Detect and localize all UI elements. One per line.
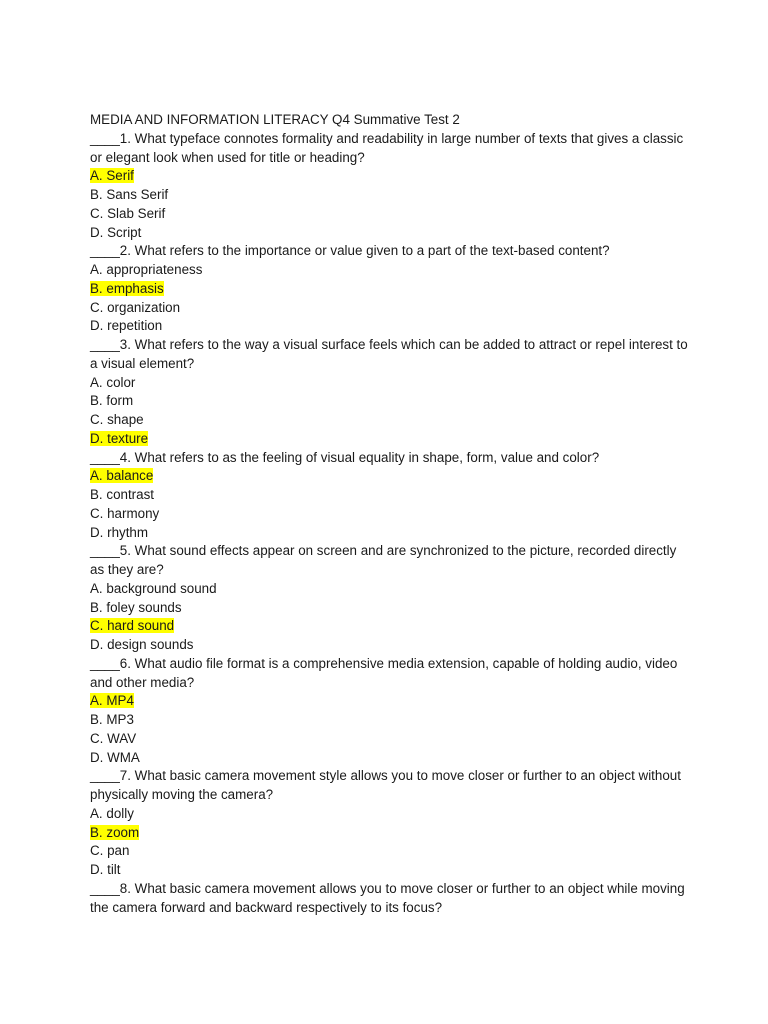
choice-line [90, 524, 690, 543]
question-list [90, 130, 690, 918]
answer-choice: C. Slab Serif [90, 205, 166, 221]
answer-choice: D. design sounds [90, 637, 194, 652]
answer-choice: B. MP3 [90, 712, 134, 727]
choice-line [90, 167, 690, 186]
answer-choice: C. harmony [90, 505, 160, 521]
highlighted-answer: A. balance [90, 468, 154, 484]
question-block [90, 880, 690, 918]
question-block [90, 130, 690, 243]
question-text: ____5. What sound effects appear on screen and are synchronized to the picture, recorded directly as they are? [90, 543, 677, 577]
question-text: ____4. What refers to as the feeling of visual equality in shape, form, value and color? [90, 449, 600, 465]
choice-line [90, 505, 690, 524]
answer-choice: B. foley sounds [90, 599, 182, 615]
answer-choice: A. appropriateness [90, 262, 203, 277]
question-text: ____8. What basic camera movement allows you to move closer or further to an object while moving the camera forward and backward respectively to its focus? [90, 880, 685, 915]
question-block [90, 767, 690, 880]
answer-choice: A. color [90, 374, 136, 390]
choice-line [90, 842, 690, 861]
answer-choice: D. tilt [90, 862, 121, 877]
question-block [90, 336, 690, 449]
question-text: ____3. What refers to the way a visual surface feels which can be added to attract or repel interest to a visual element? [90, 337, 688, 371]
question-block [90, 449, 690, 543]
answer-choice: B. contrast [90, 487, 155, 502]
choice-line [90, 636, 690, 655]
answer-choice: C. WAV [90, 730, 137, 746]
choice-line [90, 186, 690, 205]
choice-line [90, 205, 690, 224]
answer-choice: C. shape [90, 412, 144, 427]
choice-line [90, 711, 690, 730]
choice-line [90, 805, 690, 824]
choice-line [90, 730, 690, 749]
answer-choice: C. pan [90, 843, 130, 859]
choice-line [90, 486, 690, 505]
choice-line [90, 299, 690, 318]
highlighted-answer: A. Serif [90, 168, 134, 184]
answer-choice: D. repetition [90, 318, 163, 334]
choice-line [90, 617, 690, 636]
question-block [90, 242, 690, 336]
highlighted-answer: A. MP4 [90, 693, 134, 709]
choice-line [90, 430, 690, 449]
highlighted-answer: D. texture [90, 430, 149, 446]
question-text: ____6. What audio file format is a comprehensive media extension, capable of holding audio, video and other media? [90, 655, 678, 690]
question-block [90, 542, 690, 655]
document-title: MEDIA AND INFORMATION LITERACY Q4 Summative Test 2 [90, 112, 460, 127]
choice-line [90, 692, 690, 711]
choice-line [90, 374, 690, 393]
choice-line [90, 317, 690, 336]
answer-choice: C. organization [90, 299, 181, 315]
answer-choice: D. WMA [90, 749, 140, 765]
choice-line [90, 261, 690, 280]
choice-line [90, 392, 690, 411]
answer-choice: D. Script [90, 224, 142, 240]
choice-line [90, 861, 690, 880]
question-text: ____2. What refers to the importance or value given to a part of the text-based content? [90, 243, 610, 259]
question-block [90, 655, 690, 768]
highlighted-answer: B. emphasis [90, 280, 164, 296]
choice-line [90, 280, 690, 299]
choice-line [90, 599, 690, 618]
question-text: ____1. What typeface connotes formality and readability in large number of texts that gives a classic or elegant look when used for title or heading? [90, 130, 684, 165]
answer-choice: A. dolly [90, 805, 134, 821]
answer-choice: A. background sound [90, 580, 217, 596]
choice-line [90, 580, 690, 599]
choice-line [90, 467, 690, 486]
highlighted-answer: C. hard sound [90, 618, 175, 634]
choice-line [90, 824, 690, 843]
choice-line [90, 411, 690, 430]
question-text: ____7. What basic camera movement style allows you to move closer or further to an object without physically moving the camera? [90, 768, 681, 802]
answer-choice: B. Sans Serif [90, 187, 169, 202]
highlighted-answer: B. zoom [90, 824, 140, 840]
answer-choice: B. form [90, 393, 134, 409]
document-page [90, 111, 690, 917]
answer-choice: D. rhythm [90, 524, 149, 540]
choice-line [90, 749, 690, 768]
choice-line [90, 224, 690, 243]
